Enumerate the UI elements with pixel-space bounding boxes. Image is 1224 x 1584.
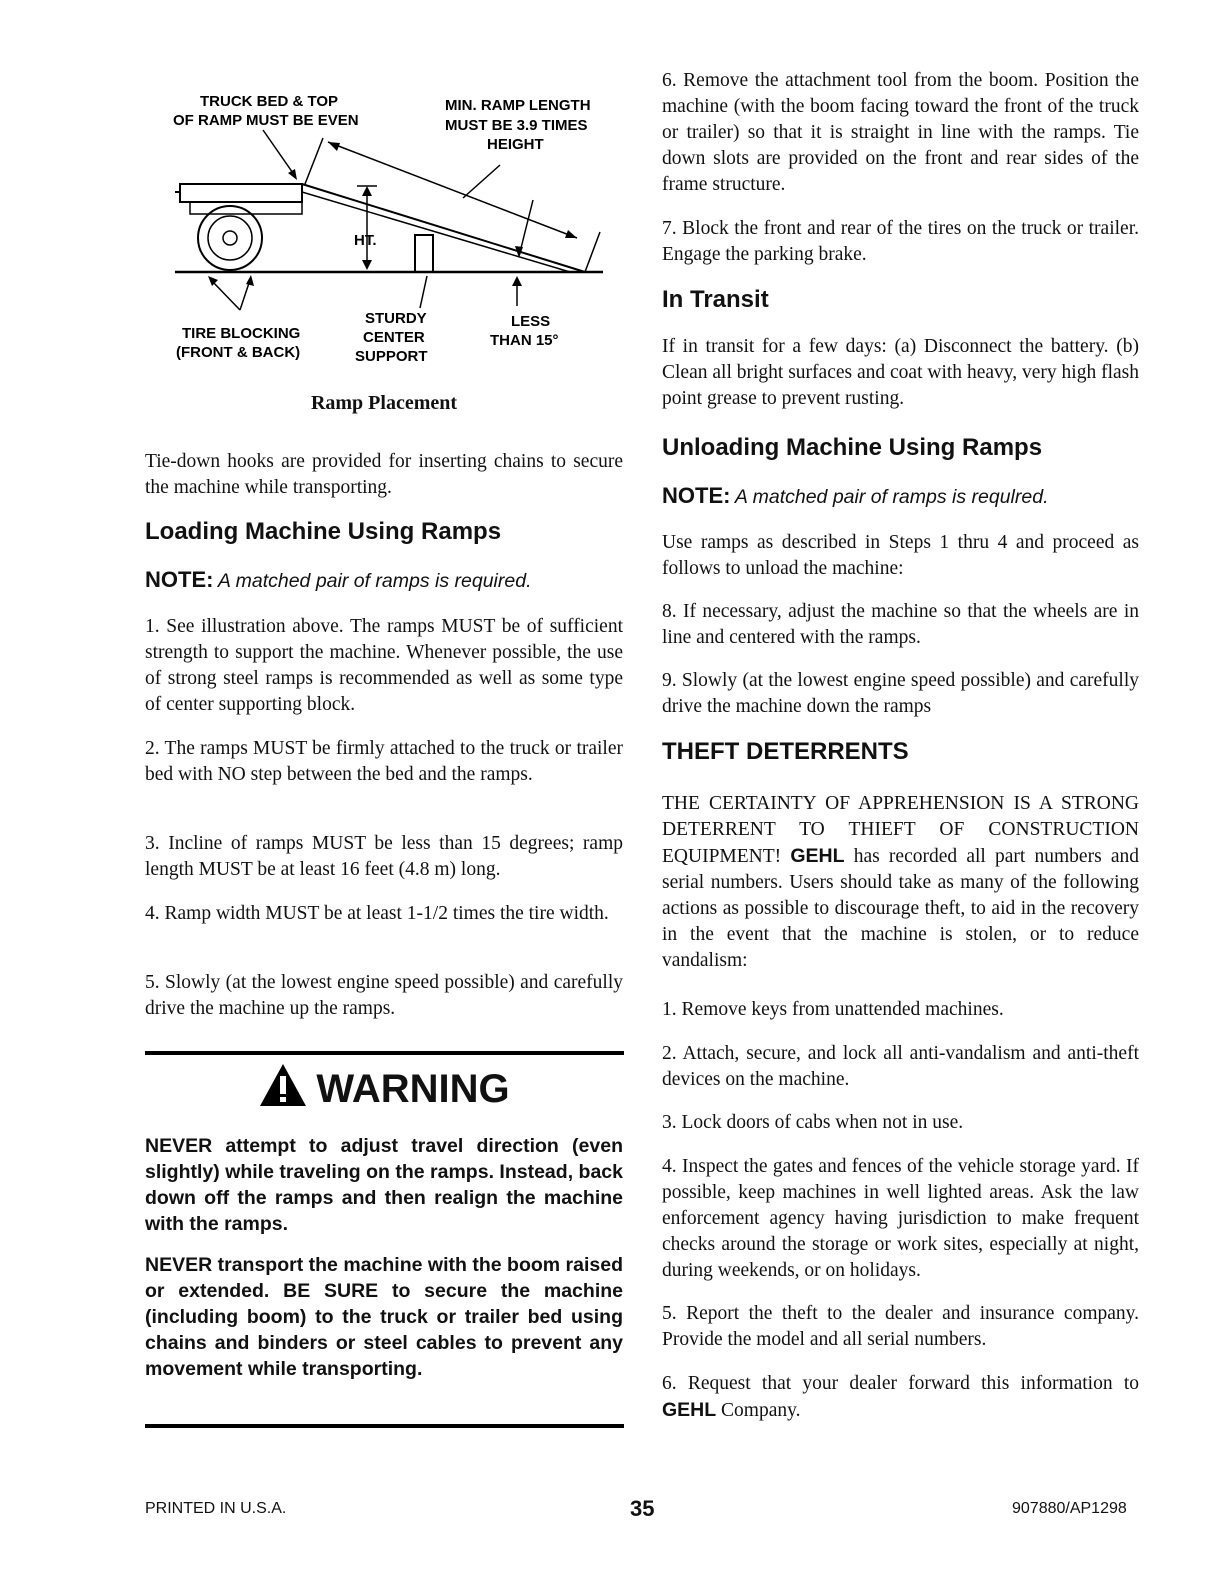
theft-step-6-end: Company. [721, 1400, 801, 1421]
label-ht: HT. [354, 232, 377, 249]
center-support [415, 235, 433, 272]
label-sturdy-1: STURDY [365, 310, 427, 327]
transit-heading: In Transit [662, 286, 769, 313]
note-label: NOTE: [145, 567, 214, 592]
label-min-ramp-2: MUST BE 3.9 TIMES [445, 117, 588, 134]
note-text: A matched pair of ramps is requlred. [734, 486, 1049, 508]
label-sturdy-2: CENTER [363, 329, 425, 346]
loading-note [145, 567, 532, 593]
theft-step-2: 2. Attach, secure, and lock all anti-vandalism and anti-theft devices on the machine. [662, 1043, 1139, 1090]
transit-paragraph: If in transit for a few days: (a) Disconnect the battery. (b) Clean all bright surfaces and coat with heavy, very high flash point grease to prevent rusting. [662, 336, 1139, 409]
theft-step-5: 5. Report the theft to the dealer and insurance company. Provide the model and all serial numbers. [662, 1303, 1139, 1350]
footer-doc-number: 907880/AP1298 [1012, 1500, 1127, 1517]
note-text: A matched pair of ramps is required. [217, 570, 532, 592]
warning-paragraph-2: NEVER transport the machine with the boom raised or extended. BE SURE to secure the machine (including boom) to the truck or trailer bed using chains and binders or steel cables to prevent any movement while transporting. [145, 1254, 623, 1380]
label-sturdy-3: SUPPORT [355, 348, 428, 365]
note-label: NOTE: [662, 483, 731, 508]
theft-step-6-text: 6. Request that your dealer forward this information to [662, 1373, 1139, 1394]
ramp [302, 184, 585, 272]
label-less-1: LESS [511, 313, 551, 330]
gehl-brand: GEHL [662, 1399, 717, 1421]
loading-step-5: 5. Slowly (at the lowest engine speed possible) and carefully drive the machine up the ramps. [145, 972, 623, 1019]
label-truck-bed-2: OF RAMP MUST BE EVEN [173, 112, 359, 129]
loading-step-6: 6. Remove the attachment tool from the boom. Position the machine (with the boom facing toward the front of the truck or trailer) so that it is straight in line with the ramps. Tie down slots are provided on the front and rear sides of the frame structure. [662, 70, 1139, 195]
page-number: 35 [630, 1496, 655, 1521]
truck-bed [180, 184, 302, 202]
theft-step-1: 1. Remove keys from unattended machines. [662, 999, 1004, 1020]
intro-paragraph: Tie-down hooks are provided for inserting chains to secure the machine while transporting. [145, 451, 623, 498]
loading-heading: Loading Machine Using Ramps [145, 518, 502, 545]
loading-step-2: 2. The ramps MUST be firmly attached to the truck or trailer bed with NO step between the bed and the ramps. [145, 738, 623, 785]
label-min-ramp-1: MIN. RAMP LENGTH [445, 97, 591, 114]
warning-title [145, 1062, 623, 1112]
theft-intro-caps: THE CERTAINTY OF APPREHENSION IS A STRONG DETERRENT TO THIEFT OF CONSTRUCTION EQUIPMENT! [662, 793, 1139, 867]
unloading-heading: Unloading Machine Using Ramps [662, 434, 1043, 461]
label-tire-2: (FRONT & BACK) [176, 344, 301, 361]
theft-heading: THEFT DETERRENTS [662, 738, 909, 765]
theft-step-6 [662, 1371, 1139, 1424]
loading-step-1: 1. See illustration above. The ramps MUST be of sufficient strength to support the machine. Whenever possible, the use of strong steel ramps is recommended as well as some type of center supporting block. [145, 616, 623, 715]
label-less-2: THAN 15° [490, 332, 559, 349]
warning-bottom-rule [145, 1424, 624, 1428]
warning-top-rule [145, 1051, 624, 1055]
label-truck-bed-1: TRUCK BED & TOP [200, 93, 339, 110]
footer-printed: PRINTED IN U.S.A. [145, 1500, 287, 1517]
loading-step-7: 7. Block the front and rear of the tires on the truck or trailer. Engage the parking brake. [662, 218, 1139, 265]
figure-caption: Ramp Placement [310, 392, 458, 414]
label-min-ramp-3: HEIGHT [487, 136, 544, 153]
unloading-step-9: 9. Slowly (at the lowest engine speed possible) and carefully drive the machine down the ramps [662, 670, 1139, 717]
warning-paragraph-1: NEVER attempt to adjust travel direction (even slightly) while traveling on the ramps. Instead, back down off the ramps and then realign the machine with the ramps. [145, 1135, 623, 1235]
warning-label: WARNING [316, 1067, 510, 1111]
unloading-intro: Use ramps as described in Steps 1 thru 4 and proceed as follows to unload the machine: [662, 532, 1139, 579]
warning-triangle-icon [258, 1062, 308, 1108]
theft-intro [662, 791, 1139, 974]
gehl-brand: GEHL [790, 845, 845, 867]
loading-step-3: 3. Incline of ramps MUST be less than 15 degrees; ramp length MUST be at least 16 feet (4.8 m) long. [145, 833, 623, 880]
theft-step-4: 4. Inspect the gates and fences of the vehicle storage yard. If possible, keep machines in well lighted areas. Ask the law enforcement agency having jurisdiction to make frequent checks around the storage or work sites, especially at night, during weekends, or on holidays. [662, 1156, 1139, 1281]
loading-step-4: 4. Ramp width MUST be at least 1-1/2 times the tire width. [145, 903, 609, 924]
label-tire-1: TIRE BLOCKING [182, 325, 301, 342]
unloading-note [662, 483, 1049, 509]
theft-intro-rest: has recorded all part numbers and serial numbers. Users should take as many of the following actions as possible to discourage theft, to aid in the recovery in the event that the machine is stolen, or to reduce vandalism: [662, 846, 1140, 971]
unloading-step-8: 8. If necessary, adjust the machine so that the wheels are in line and centered with the ramps. [662, 601, 1139, 648]
theft-step-3: 3. Lock doors of cabs when not in use. [662, 1112, 964, 1133]
